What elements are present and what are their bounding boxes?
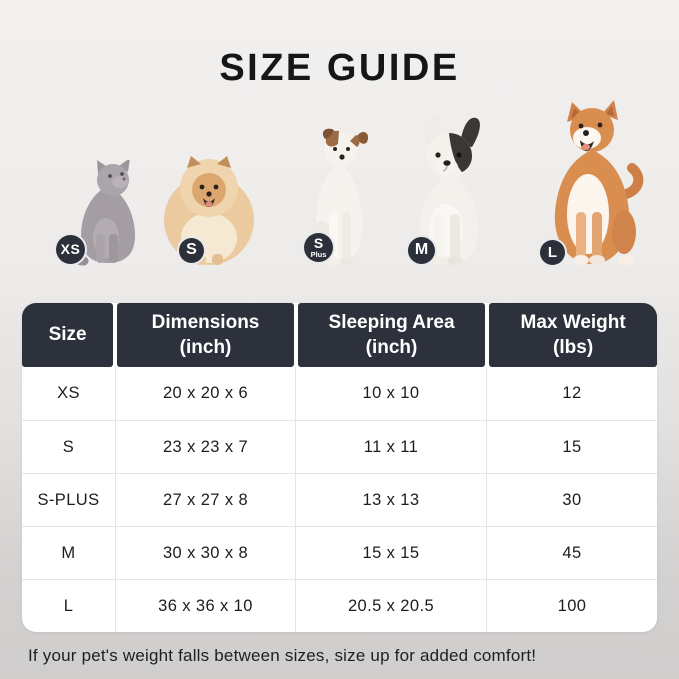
header-dimensions: Dimensions (inch) xyxy=(117,303,294,367)
cell-dimensions: 30 x 30 x 8 xyxy=(115,526,295,579)
badge-label: XS xyxy=(60,241,81,257)
cell-sleeping-area: 15 x 15 xyxy=(295,526,486,579)
badge-label: M xyxy=(414,241,429,258)
table-row-m xyxy=(22,526,657,579)
cell-size: XS xyxy=(57,384,80,402)
cell-max-weight: 45 xyxy=(486,526,657,579)
cell-dimensions: 20 x 20 x 6 xyxy=(115,367,295,420)
table-header-row xyxy=(22,303,657,367)
footer-note: If your pet's weight falls between sizes, size up for added comfort! xyxy=(28,646,537,665)
page-title: SIZE GUIDE xyxy=(219,47,460,89)
cell-dimensions: 23 x 23 x 7 xyxy=(115,420,295,473)
cell-size: S-PLUS xyxy=(22,473,115,526)
table-row-s-plus xyxy=(22,473,657,526)
table-row-s xyxy=(22,420,657,473)
pet-pomeranian xyxy=(160,154,258,266)
cell-size: L xyxy=(22,579,115,632)
table-row-l xyxy=(22,579,657,632)
badge-label: L xyxy=(547,243,558,261)
size-badge-l xyxy=(538,238,567,267)
cell-max-weight: 30 xyxy=(486,473,657,526)
badge-label: S xyxy=(186,241,197,258)
cell-max-weight: 12 xyxy=(486,367,657,420)
size-badge-s-plus xyxy=(302,231,335,264)
size-badge-xs xyxy=(54,233,87,266)
size-badge-m xyxy=(406,235,437,266)
cell-max-weight: 100 xyxy=(486,579,657,632)
pomeranian-illustration-icon xyxy=(160,154,258,266)
header-size: Size xyxy=(22,303,113,367)
cell-dimensions: 36 x 36 x 10 xyxy=(115,579,295,632)
header-max-weight: Max Weight (lbs) xyxy=(489,303,657,367)
cell-max-weight: 15 xyxy=(486,420,657,473)
cell-size: M xyxy=(22,526,115,579)
size-table xyxy=(22,303,657,632)
badge-label: S xyxy=(313,235,324,252)
cell-sleeping-area: 13 x 13 xyxy=(295,473,486,526)
cell-sleeping-area: 11 x 11 xyxy=(295,420,486,473)
badge-sublabel: Plus xyxy=(310,250,327,260)
header-sleeping-area: Sleeping Area (inch) xyxy=(298,303,485,367)
table-row-xs xyxy=(22,367,657,420)
cell-sleeping-area: 10 x 10 xyxy=(295,367,486,420)
cell-sleeping-area: 20.5 x 20.5 xyxy=(295,579,486,632)
cell-size: S xyxy=(22,420,115,473)
cell-dimensions: 27 x 27 x 8 xyxy=(115,473,295,526)
size-badge-s xyxy=(177,236,206,265)
